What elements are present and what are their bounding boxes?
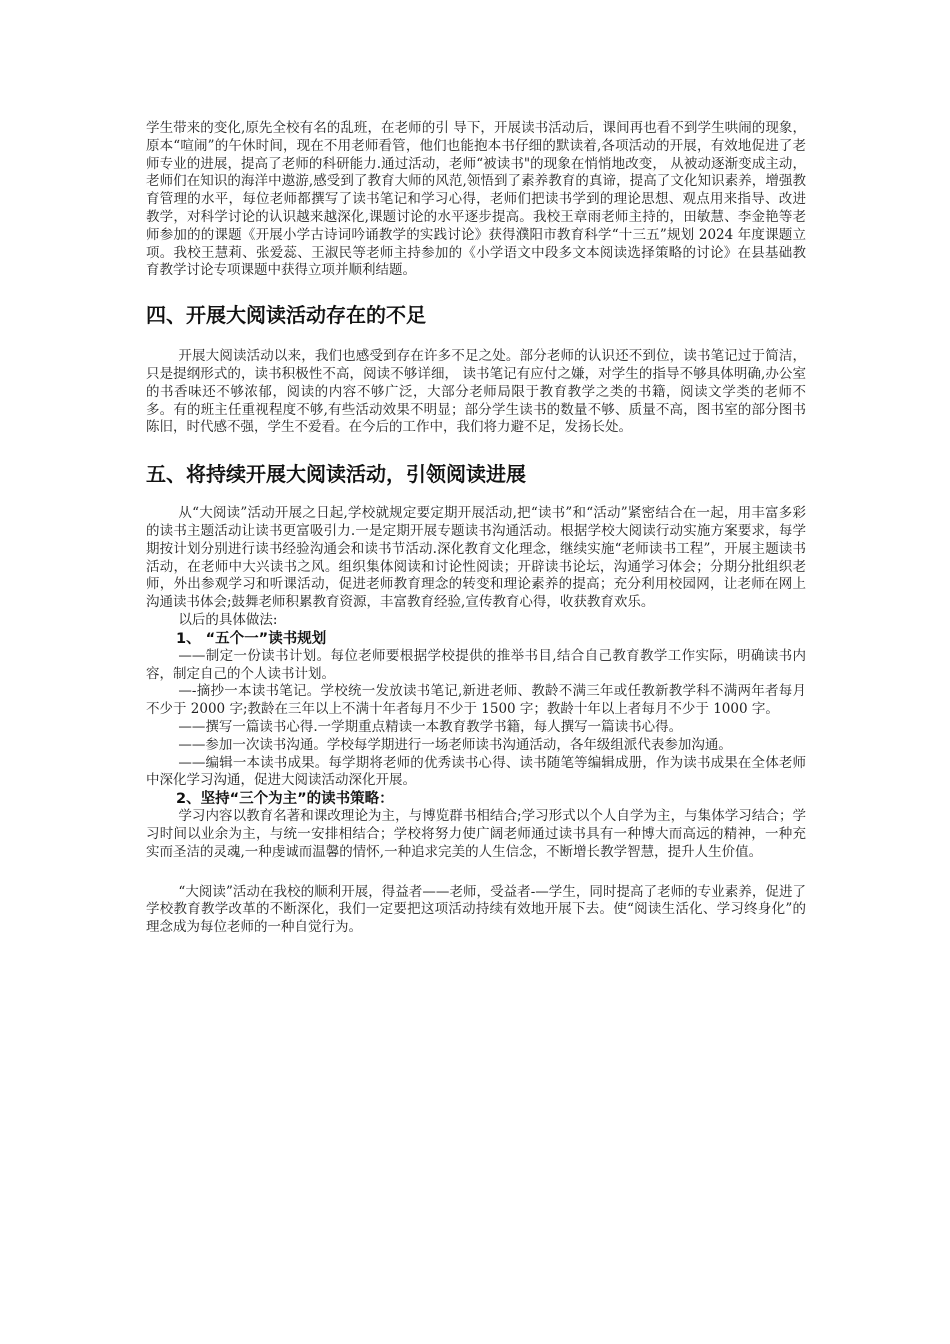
item2-paragraph: 学习内容以教育名著和课改理论为主，与博览群书相结合;学习形式以个人自学为主，与集体学习结合；学习时间以业余为主，与统一安排相结合；学校将努力使广阔老师通过读书具有一种博大而高远的精神，一种充实而圣洁的灵魂,一种虔诚而温馨的情怀,一种追求完美的人生信念，不断增长教学智慧，提升人生价值。 xyxy=(146,808,806,860)
list-item: ——编辑一本读书成果。每学期将老师的优秀读书心得、读书随笔等编辑成册，作为读书成果在全体老师中深化学习沟通，促进大阅读活动深化开展。 xyxy=(146,754,806,789)
item2-title: 2、坚持“三个为主”的读书策略： xyxy=(176,791,394,808)
section5-intro-paragraph: 从“大阅读”活动开展之日起,学校就规定要定期开展活动,把“读书”和“活动”紧密结合在一起，用丰富多彩的读书主题活动让读书更富吸引力.一是定期开展专题读书沟通活动。根据学校大阅读行动实施方案要求，每学期按计划分别进行读书经验沟通会和读书节活动.深化教育文化理念，继续实施“老师读书工程”，开展主题读书活动，在老师中大兴读书之风。组织集体阅读和讨论性阅读；开辟读书论坛，沟通学习体会；分期分批组织老师，外出参观学习和听课活动，促进老师教育理念的转变和理论素养的提高；充分利用校园网，让老师在网上沟通读书体会;鼓舞老师积累教育资源，丰富教育经验,宣传教育心得，收获教育欢乐。 xyxy=(146,505,806,611)
list-item: —-摘抄一本读书笔记。学校统一发放读书笔记,新进老师、教龄不满三年或任教新教学科不满两年者每月不少于 2000 字;教龄在三年以上不满十年者每月不少于 1500 字；教龄十年以上者每月不少于 1000 字。 xyxy=(146,683,806,718)
list-item: ——参加一次读书沟通。学校每学期进行一场老师读书沟通活动，各年级组派代表参加沟通。 xyxy=(178,736,732,753)
section3-continued-paragraph: 学生带来的变化,原先全校有名的乱班，在老师的引 导下，开展读书活动后，课间再也看不到学生哄闹的现象，原本“喧闹”的午休时间，现在不用老师看管，他们也能抱本书仔细的默读着,各项活动的开展，有效地促进了老师专业的进展，提高了老师的科研能力.通过活动，老师“被读书"的现象在悄悄地改变， 从被动逐渐变成主动，老师们在知识的海洋中遨游,感受到了教育大师的风范,领悟到了素养教育的真谛，提高了文化知识素养，增强教育管理的水平，每位老师都撰写了读书笔记和学习心得，老师们把读书学到的理论思想、观点用来指导、改进教学，对科学讨论的认识越来越深化,课题讨论的水平逐步提高。我校王章雨老师主持的，田敏慧、李金艳等老师参加的的课题《开展小学古诗词吟诵教学的实践讨论》获得濮阳市教育科学“十三五”规划 2024 年度课题立项。我校王慧莉、张爱蕊、王淑民等老师主持参加的《小学语文中段多文本阅读选择策略的讨论》在县基础教育教学讨论专项课题中获得立项并顺利结题。 xyxy=(146,120,806,279)
closing-paragraph: “大阅读”活动在我校的顺利开展，得益者——老师，受益者-—学生，同时提高了老师的专业素养，促进了学校教育教学改革的不断深化，我们一定要把这项活动持续有效地开展下去。使“阅读生活化、学习终身化”的理念成为每位老师的一种自觉行为。 xyxy=(146,883,806,936)
section5-heading: 五、将持续开展大阅读活动，引领阅读进展 xyxy=(146,462,526,487)
section4-paragraph: 开展大阅读活动以来，我们也感受到存在许多不足之处。部分老师的认识还不到位，读书笔记过于简洁，只是提纲形式的，读书积极性不高，阅读不够详细， 读书笔记有应付之嫌，对学生的指导不够具体明确,办公室的书香味还不够浓郁，阅读的内容不够广泛，大部分老师局限于教育教学之类的书籍，阅读文学类的老师不多。有的班主任重视程度不够,有些活动效果不明显；部分学生读书的数量不够、质量不高，图书室的部分图书陈旧，时代感不强，学生不爱看。在今后的工作中，我们将力避不足，发扬长处。 xyxy=(146,348,806,436)
list-item: ——撰写一篇读书心得.一学期重点精读一本教育教学书籍，每人撰写一篇读书心得。 xyxy=(178,718,683,735)
list-item: ——制定一份读书计划。每位老师要根据学校提供的推举书目,结合自己教育教学工作实际，明确读书内容，制定自己的个人读书计划。 xyxy=(146,647,806,682)
document-page xyxy=(146,120,806,937)
section4-heading: 四、开展大阅读活动存在的不足 xyxy=(146,303,426,328)
methods-intro-line: 以后的具体做法: xyxy=(178,611,278,628)
item1-title: 1、 “五个一”读书规划 xyxy=(176,630,327,647)
item1-list xyxy=(146,648,806,790)
